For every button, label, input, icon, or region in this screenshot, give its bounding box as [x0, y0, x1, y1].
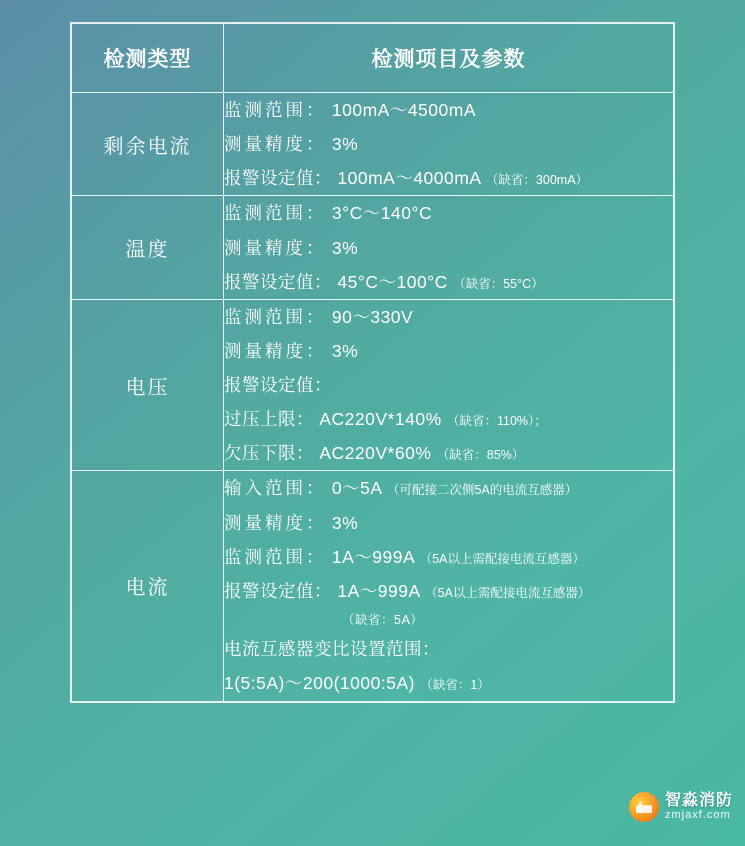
spec-line [224, 471, 673, 505]
spec-label: 监测范围： [224, 546, 327, 567]
spec-line [224, 93, 673, 127]
spec-value: 100mA～4500mA [331, 100, 477, 120]
spec-note: （缺省：55°C） [453, 276, 544, 291]
spec-label: 欠压下限： [224, 443, 314, 464]
spec-value: 45°C～100°C [337, 271, 448, 292]
watermark-domain: zmjaxf.com [664, 808, 731, 821]
table-row [72, 471, 674, 701]
spec-label: 电流互感器变比设置范围： [224, 639, 440, 660]
spec-line [224, 127, 673, 161]
spec-note: （5A以上需配接电流互感器） [419, 551, 585, 566]
spec-note: （缺省：110%）； [447, 414, 547, 429]
spec-value: 0～5A [331, 478, 382, 499]
spec-line [224, 334, 673, 368]
spec-line [224, 632, 673, 666]
spec-label: 报警设定值： [224, 168, 332, 189]
spec-line [224, 540, 673, 574]
row-detail-temperature [224, 196, 674, 299]
spec-line [224, 196, 673, 230]
spec-label: 报警设定值： [224, 375, 332, 395]
table-row [72, 299, 674, 471]
spec-default-note: （缺省：5A） [342, 612, 424, 627]
spec-label: 报警设定值： [224, 580, 332, 601]
header-detection-items: 检测项目及参数 [224, 24, 674, 93]
spec-line [224, 161, 673, 195]
spec-value: 3°C～140°C [331, 203, 433, 224]
spec-line [224, 231, 673, 265]
spec-value: 1A～999A [337, 580, 420, 601]
spec-note: （缺省：300mA） [485, 173, 589, 188]
flame-logo-icon [629, 792, 659, 822]
spec-note: （5A以上需配接电流互感器） [425, 585, 591, 600]
spec-value: 3% [331, 237, 359, 258]
spec-line [224, 300, 673, 334]
spec-value: 3% [331, 340, 359, 361]
spec-label: 测量精度： [224, 512, 327, 533]
spec-value: 100mA～4000mA [337, 168, 481, 189]
row-detail-voltage [224, 299, 674, 471]
spec-value: 1(5:5A)～200(1000:5A) [224, 673, 415, 694]
spec-label: 测量精度： [224, 134, 327, 155]
spec-line [224, 574, 673, 608]
row-type-temperature: 温度 [72, 196, 224, 299]
spec-line [224, 436, 673, 470]
watermark [629, 792, 733, 822]
spec-line [224, 368, 673, 402]
spec-note: （缺省：1） [420, 678, 490, 693]
spec-label: 报警设定值： [224, 271, 332, 292]
spec-line [224, 666, 673, 700]
spec-line [224, 265, 673, 299]
spec-value: 3% [331, 134, 359, 155]
row-type-current: 电流 [72, 471, 224, 701]
spec-label: 输入范围： [224, 478, 327, 499]
spec-label: 测量精度： [224, 340, 327, 361]
spec-label: 测量精度： [224, 237, 327, 258]
spec-value: AC220V*140% [319, 409, 442, 430]
spec-value: 1A～999A [331, 546, 415, 567]
header-detection-type: 检测类型 [72, 24, 224, 93]
spec-note: （缺省：85%） [436, 448, 525, 463]
spec-table [71, 23, 674, 702]
spec-label: 监测范围： [224, 100, 327, 120]
spec-label: 监测范围： [224, 203, 327, 224]
row-detail-current [224, 471, 674, 701]
row-type-voltage: 电压 [72, 299, 224, 471]
watermark-brand: 智淼消防 [664, 791, 733, 809]
spec-value: 3% [331, 512, 359, 533]
spec-label: 过压上限： [224, 409, 314, 430]
spec-line [224, 402, 673, 436]
spec-value: 90～330V [331, 306, 414, 327]
spec-value: AC220V*60% [319, 443, 432, 464]
watermark-text [665, 793, 733, 821]
spec-label: 监测范围： [224, 306, 327, 327]
table-row [72, 93, 674, 196]
table-row [72, 196, 674, 299]
spec-note: （可配接二次侧5A的电流互感器） [386, 483, 578, 498]
row-detail-residual-current [224, 93, 674, 196]
row-type-residual-current: 剩余电流 [72, 93, 224, 196]
spec-line [224, 506, 673, 540]
table-header-row [72, 24, 674, 93]
spec-table-container [70, 22, 675, 703]
